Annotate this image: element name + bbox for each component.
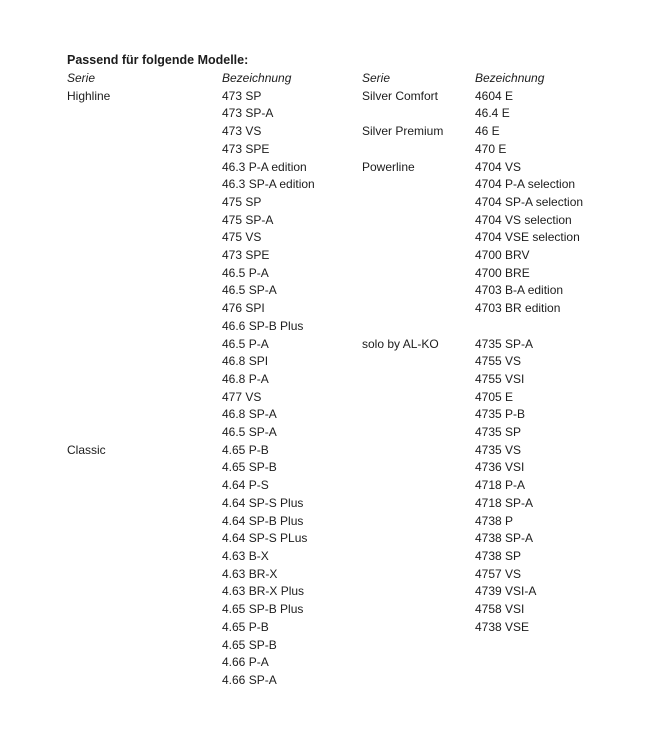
- model-table-rows: [67, 88, 627, 690]
- model-cell: 4735 SP-A: [475, 336, 534, 351]
- serie-cell: [362, 247, 475, 265]
- model-cell: 4703 BR edition: [475, 301, 561, 316]
- serie-cell: [67, 583, 222, 601]
- serie-cell: [362, 495, 475, 513]
- serie-cell: [67, 123, 222, 141]
- model-cell: 4718 SP-A: [475, 495, 534, 510]
- table-row: [67, 424, 627, 442]
- model-cell: 4757 VS: [475, 566, 522, 581]
- table-row: [67, 548, 627, 566]
- serie-cell: [362, 371, 475, 389]
- model-cell: 4.64 SP-S PLus: [222, 531, 308, 546]
- serie-cell: [67, 194, 222, 212]
- table-row: [67, 194, 627, 212]
- serie-cell: [67, 619, 222, 637]
- table-row: [67, 336, 627, 354]
- model-cell: 4735 SP: [475, 425, 522, 440]
- model-cell: 4758 VSI: [475, 602, 525, 617]
- serie-cell: [362, 513, 475, 531]
- serie-cell: [67, 513, 222, 531]
- model-cell: 4704 SP-A selection: [475, 194, 584, 209]
- model-cell: 4735 P-B: [475, 407, 526, 422]
- serie-cell: Silver Premium: [362, 124, 444, 139]
- model-cell: 4704 P-A selection: [475, 177, 576, 192]
- serie-cell: [362, 406, 475, 424]
- model-cell: 4.65 SP-B Plus: [222, 602, 304, 617]
- serie-cell: [67, 229, 222, 247]
- serie-cell: [67, 265, 222, 283]
- model-cell: 46.5 SP-A: [222, 425, 277, 440]
- table-row: [67, 265, 627, 283]
- table-row: [67, 672, 627, 690]
- table-row: [67, 282, 627, 300]
- model-cell: 4700 BRV: [475, 248, 530, 263]
- serie-cell: [67, 672, 222, 690]
- model-cell: 4738 VSE: [475, 619, 530, 634]
- model-cell: 4.66 SP-A: [222, 672, 277, 687]
- serie-cell: [67, 566, 222, 584]
- serie-cell: [362, 141, 475, 159]
- column-header-bezeichnung-left: Bezeichnung: [222, 71, 292, 85]
- table-row: [67, 88, 627, 106]
- serie-cell: [67, 159, 222, 177]
- serie-cell: Powerline: [362, 159, 415, 174]
- model-compatibility-section: [67, 51, 627, 690]
- table-row: [67, 353, 627, 371]
- serie-cell: [67, 318, 222, 336]
- model-cell: 473 VS: [222, 124, 262, 139]
- table-row: [67, 477, 627, 495]
- model-cell: 4.64 SP-S Plus: [222, 495, 304, 510]
- serie-cell: [362, 282, 475, 300]
- serie-cell: [67, 424, 222, 442]
- model-cell: 4.64 SP-B Plus: [222, 513, 304, 528]
- model-cell: [475, 318, 627, 336]
- serie-cell: [362, 265, 475, 283]
- column-header-bezeichnung-right: Bezeichnung: [475, 71, 545, 85]
- serie-cell: [362, 353, 475, 371]
- serie-cell: [67, 548, 222, 566]
- serie-cell: [362, 442, 475, 460]
- model-cell: 4.63 BR-X: [222, 566, 278, 581]
- model-cell: 4705 E: [475, 389, 514, 404]
- serie-cell: [67, 637, 222, 655]
- serie-cell: [362, 212, 475, 230]
- model-cell: 46.5 SP-A: [222, 283, 277, 298]
- model-cell: 4739 VSI-A: [475, 584, 537, 599]
- serie-cell: [67, 141, 222, 159]
- table-row: [67, 300, 627, 318]
- model-cell: 46.8 SPI: [222, 354, 269, 369]
- table-header-row: [67, 70, 627, 88]
- table-row: [67, 637, 627, 655]
- table-row: [67, 141, 627, 159]
- table-row: [67, 247, 627, 265]
- serie-cell: [362, 105, 475, 123]
- serie-cell: [362, 654, 475, 672]
- table-row: [67, 583, 627, 601]
- model-cell: 473 SP-A: [222, 106, 274, 121]
- serie-cell: solo by AL-KO: [362, 336, 439, 351]
- table-row: [67, 601, 627, 619]
- model-cell: 4.66 P-A: [222, 655, 269, 670]
- table-row: [67, 105, 627, 123]
- column-header-serie-left: Serie: [67, 71, 96, 85]
- table-row: [67, 212, 627, 230]
- model-cell: 46.8 SP-A: [222, 407, 277, 422]
- serie-cell: [362, 300, 475, 318]
- model-cell: [475, 654, 627, 672]
- serie-cell: [67, 336, 222, 354]
- serie-cell: [362, 176, 475, 194]
- model-cell: 4.63 B-X: [222, 548, 269, 563]
- table-row: [67, 442, 627, 460]
- serie-cell: Classic: [67, 442, 106, 457]
- model-cell: 46.3 P-A edition: [222, 159, 307, 174]
- serie-cell: [362, 583, 475, 601]
- serie-cell: [362, 194, 475, 212]
- model-cell: 4704 VSE selection: [475, 230, 580, 245]
- model-cell: 46.6 SP-B Plus: [222, 318, 304, 333]
- table-row: [67, 176, 627, 194]
- model-cell: 470 E: [475, 141, 507, 156]
- serie-cell: [67, 300, 222, 318]
- serie-cell: [67, 371, 222, 389]
- model-cell: 4755 VSI: [475, 371, 525, 386]
- serie-cell: [67, 459, 222, 477]
- model-cell: [475, 672, 627, 690]
- serie-cell: [362, 477, 475, 495]
- table-row: [67, 406, 627, 424]
- serie-cell: Highline: [67, 88, 111, 103]
- table-row: [67, 123, 627, 141]
- serie-cell: [67, 212, 222, 230]
- table-row: [67, 229, 627, 247]
- model-cell: 4703 B-A edition: [475, 283, 564, 298]
- model-cell: 46.3 SP-A edition: [222, 177, 315, 192]
- table-row: [67, 619, 627, 637]
- serie-cell: [67, 654, 222, 672]
- serie-cell: [67, 530, 222, 548]
- table-row: [67, 159, 627, 177]
- model-cell: 4755 VS: [475, 354, 522, 369]
- model-cell: 46.5 P-A: [222, 336, 269, 351]
- model-cell: 4735 VS: [475, 442, 522, 457]
- serie-cell: [362, 566, 475, 584]
- model-cell: 4736 VSI: [475, 460, 525, 475]
- serie-cell: [362, 389, 475, 407]
- model-cell: 4.65 SP-B: [222, 637, 277, 652]
- serie-cell: [362, 530, 475, 548]
- serie-cell: [67, 353, 222, 371]
- serie-cell: [67, 406, 222, 424]
- model-cell: 46.8 P-A: [222, 371, 269, 386]
- model-cell: [475, 637, 627, 655]
- table-row: [67, 495, 627, 513]
- model-cell: 4738 P: [475, 513, 514, 528]
- model-cell: 4604 E: [475, 88, 514, 103]
- table-row: [67, 459, 627, 477]
- serie-cell: [67, 247, 222, 265]
- model-cell: 4.65 P-B: [222, 619, 269, 634]
- serie-cell: Silver Comfort: [362, 88, 439, 103]
- serie-cell: [67, 389, 222, 407]
- section-title: Passend für folgende Modelle:: [67, 53, 249, 67]
- model-cell: 4.64 P-S: [222, 478, 269, 493]
- model-cell: 4700 BRE: [475, 265, 530, 280]
- table-row: [67, 654, 627, 672]
- serie-cell: [67, 495, 222, 513]
- model-cell: 4.65 SP-B: [222, 460, 277, 475]
- model-cell: 4718 P-A: [475, 478, 526, 493]
- model-cell: 473 SPE: [222, 141, 270, 156]
- table-row: [67, 371, 627, 389]
- model-cell: 473 SP: [222, 88, 262, 103]
- serie-cell: [67, 176, 222, 194]
- model-cell: 4738 SP: [475, 548, 522, 563]
- model-cell: 4704 VS: [475, 159, 522, 174]
- model-cell: 473 SPE: [222, 248, 270, 263]
- model-cell: 475 VS: [222, 230, 262, 245]
- serie-cell: [67, 477, 222, 495]
- model-cell: 46.4 E: [475, 106, 510, 121]
- serie-cell: [67, 282, 222, 300]
- serie-cell: [362, 637, 475, 655]
- model-cell: 4.65 P-B: [222, 442, 269, 457]
- serie-cell: [362, 229, 475, 247]
- table-row: [67, 389, 627, 407]
- serie-cell: [362, 459, 475, 477]
- model-cell: 475 SP: [222, 194, 262, 209]
- serie-cell: [362, 672, 475, 690]
- serie-cell: [362, 619, 475, 637]
- serie-cell: [362, 424, 475, 442]
- model-cell: 4738 SP-A: [475, 531, 534, 546]
- model-cell: 46.5 P-A: [222, 265, 269, 280]
- model-cell: 477 VS: [222, 389, 262, 404]
- model-cell: 476 SPI: [222, 301, 265, 316]
- serie-cell: [362, 318, 475, 336]
- table-row: [67, 513, 627, 531]
- serie-cell: [67, 601, 222, 619]
- model-cell: 4704 VS selection: [475, 212, 572, 227]
- serie-cell: [67, 105, 222, 123]
- model-cell: 4.63 BR-X Plus: [222, 584, 305, 599]
- table-row: [67, 530, 627, 548]
- serie-cell: [362, 601, 475, 619]
- table-row: [67, 566, 627, 584]
- model-cell: 46 E: [475, 124, 500, 139]
- model-cell: 475 SP-A: [222, 212, 274, 227]
- table-row: [67, 318, 627, 336]
- serie-cell: [362, 548, 475, 566]
- column-header-serie-right: Serie: [362, 71, 391, 85]
